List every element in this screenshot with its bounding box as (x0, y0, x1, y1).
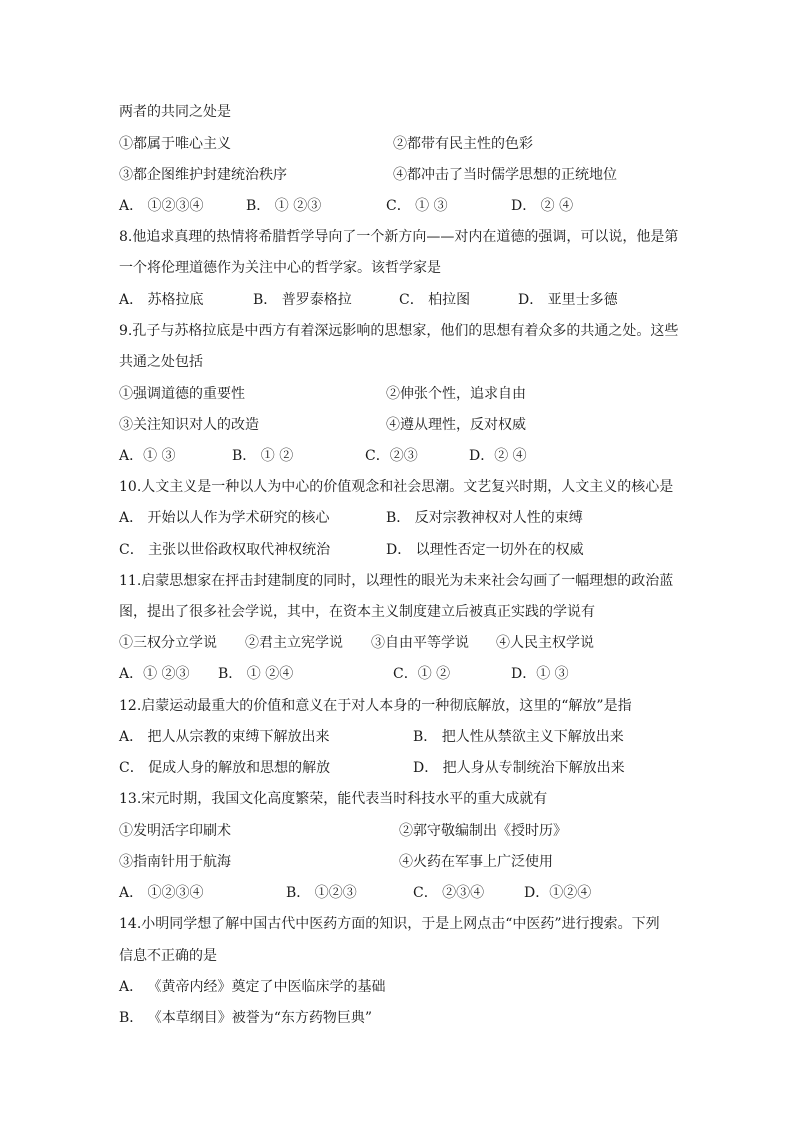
q11-item-3: ③自由平等学说 (371, 635, 469, 651)
q13-option-b: B． ①②③ (286, 885, 357, 901)
q9-item-1: ①强调道德的重要性 (119, 386, 245, 402)
q13-option-d: D．①②④ (524, 885, 592, 901)
q11-item-4: ④人民主权学说 (496, 635, 594, 651)
q7-item-4: ④都冲击了当时儒学思想的正统地位 (393, 167, 617, 183)
q13-item-2: ②郭守敬编制出《授时历》 (399, 823, 567, 839)
q14-stem-line-1: 14.小明同学想了解中国古代中医药方面的知识，于是上网点击“中医药”进行搜索。下列 (119, 916, 660, 932)
q9-item-2: ②伸张个性，追求自由 (386, 386, 526, 402)
q10-option-b: B． 反对宗教神权对人性的束缚 (386, 510, 583, 526)
q7-stem: 两者的共同之处是 (119, 104, 231, 120)
q8-option-c: C． 柏拉图 (399, 292, 471, 308)
q9-option-a: A．① ③ (119, 448, 176, 464)
q12-stem: 12.启蒙运动最重大的价值和意义在于对人本身的一种彻底解放，这里的“解放”是指 (119, 698, 632, 714)
q9-option-d: D．② ④ (469, 448, 527, 464)
q10-stem: 10.人文主义是一种以人为中心的价值观念和社会思潮。文艺复兴时期，人文主义的核心是 (119, 479, 674, 495)
q7-option-a: A． ①②③④ (119, 198, 204, 214)
q13-stem: 13.宋元时期，我国文化高度繁荣，能代表当时科技水平的重大成就有 (119, 791, 548, 807)
q11-option-a: A．① ②③ (119, 666, 190, 682)
q12-option-c: C． 促成人身的解放和思想的解放 (119, 760, 331, 776)
q8-option-a: A． 苏格拉底 (119, 292, 204, 308)
q9-stem-line-1: 9.孔子与苏格拉底是中西方有着深远影响的思想家，他们的思想有着众多的共通之处。这些 (119, 323, 679, 339)
q7-option-b: B． ① ②③ (246, 198, 322, 214)
q13-item-3: ③指南针用于航海 (119, 854, 231, 870)
q13-item-1: ①发明活字印刷术 (119, 823, 231, 839)
q11-item-2: ②君主立宪学说 (245, 635, 343, 651)
q11-stem-line-2: 图，提出了很多社会学说，其中，在资本主义制度建立后被真正实践的学说有 (119, 604, 595, 620)
q14-option-a: A． 《黄帝内经》奠定了中医临床学的基础 (119, 979, 386, 995)
q8-option-d: D． 亚里士多德 (518, 292, 618, 308)
q9-item-3: ③关注知识对人的改造 (119, 417, 259, 433)
q9-stem-line-2: 共通之处包括 (119, 354, 203, 370)
q8-stem-line-1: 8.他追求真理的热情将希腊哲学导向了一个新方向——对内在道德的强调，可以说，他是第 (119, 229, 679, 245)
q9-option-b: B． ① ② (232, 448, 294, 464)
q10-option-a: A． 开始以人作为学术研究的核心 (119, 510, 330, 526)
q11-stem-line-1: 11.启蒙思想家在抨击封建制度的同时，以理性的眼光为未来社会勾画了一幅理想的政治蓝 (119, 573, 674, 589)
q7-option-c: C． ① ③ (386, 198, 448, 214)
q10-option-c: C． 主张以世俗政权取代神权统治 (119, 542, 331, 558)
q11-option-b: B． ① ②④ (218, 666, 294, 682)
q13-option-c: C． ②③④ (413, 885, 485, 901)
q7-item-3: ③都企图维护封建统治秩序 (119, 167, 287, 183)
q14-option-b: B． 《本草纲目》被誉为“东方药物巨典” (119, 1010, 373, 1026)
q9-option-c: C．②③ (365, 448, 418, 464)
q13-item-4: ④火药在军事上广泛使用 (399, 854, 553, 870)
q12-option-b: B． 把人性从禁欲主义下解放出来 (413, 729, 624, 745)
q11-item-1: ①三权分立学说 (119, 635, 217, 651)
q9-item-4: ④遵从理性，反对权威 (386, 417, 526, 433)
q12-option-d: D． 把人身从专制统治下解放出来 (413, 760, 625, 776)
q11-option-d: D．① ③ (511, 666, 569, 682)
q12-option-a: A． 把人从宗教的束缚下解放出来 (119, 729, 330, 745)
q11-option-c: C．① ② (393, 666, 451, 682)
q10-option-d: D． 以理性否定一切外在的权威 (386, 542, 584, 558)
q7-item-2: ②都带有民主性的色彩 (393, 136, 533, 152)
q13-option-a: A． ①②③④ (119, 885, 204, 901)
q8-stem-line-2: 一个将伦理道德作为关注中心的哲学家。该哲学家是 (119, 260, 441, 276)
q8-option-b: B． 普罗泰格拉 (253, 292, 352, 308)
q14-stem-line-2: 信息不正确的是 (119, 948, 217, 964)
q7-option-d: D． ② ④ (511, 198, 574, 214)
q7-item-1: ①都属于唯心主义 (119, 136, 231, 152)
